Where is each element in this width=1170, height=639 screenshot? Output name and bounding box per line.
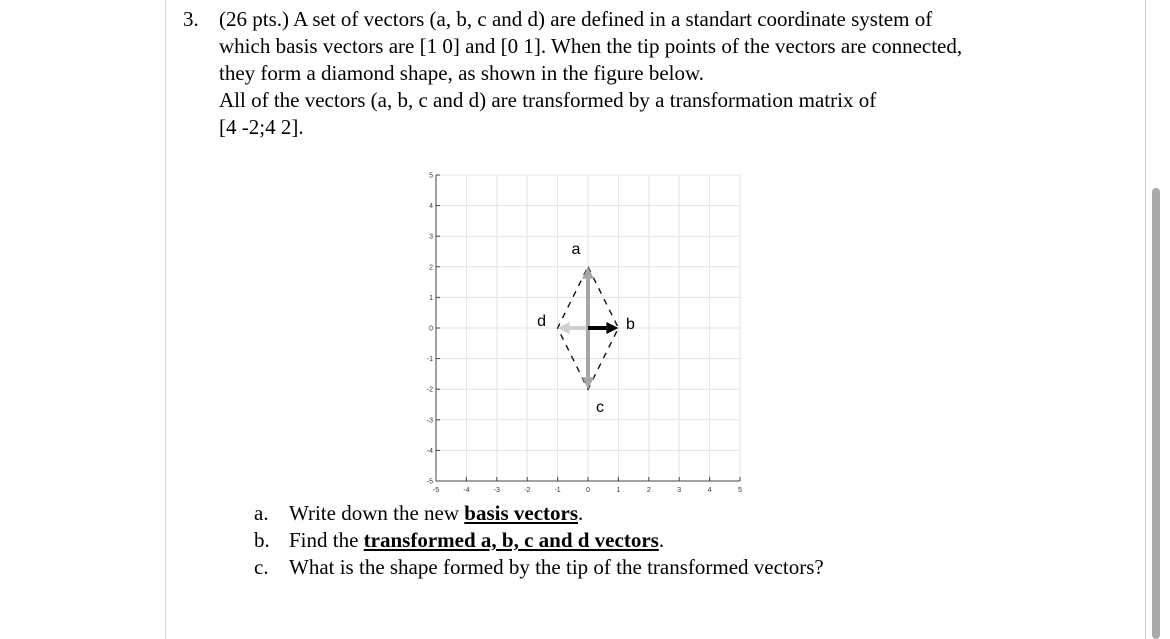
vector-a-arrowhead [582, 267, 594, 279]
y-tick-label: -5 [426, 478, 433, 486]
vector-b-label: b [625, 316, 635, 333]
subquestion-suffix: . [658, 528, 665, 552]
x-tick-label: -3 [493, 487, 500, 494]
subquestion-suffix: . [578, 501, 584, 525]
vector-d-label: d [537, 313, 547, 330]
y-tick-label: 2 [429, 264, 433, 272]
vector-c-label: c [596, 399, 604, 417]
x-tick-label: 3 [677, 487, 682, 494]
x-tick-label: 5 [738, 487, 742, 494]
vector-c-arrowhead [582, 377, 594, 389]
y-tick-label: 3 [429, 233, 433, 241]
subquestion-letter: c. [254, 555, 269, 579]
subquestion-emphasis: basis vectors [464, 501, 579, 525]
page-left-border [165, 0, 166, 639]
subquestion-b [254, 527, 664, 554]
y-tick-label: -2 [426, 386, 433, 394]
y-tick-label: -1 [426, 356, 433, 364]
subquestion-c [254, 554, 824, 581]
x-tick-label: 0 [586, 487, 590, 494]
x-tick-label: 2 [646, 487, 651, 494]
x-tick-label: -5 [432, 487, 440, 494]
x-tick-label: 1 [616, 487, 621, 494]
scrollbar[interactable] [1152, 188, 1160, 639]
question-line: which basis vectors are [1 0] and [0 1]. When the tip points of the vectors are connected, [219, 34, 963, 58]
question-line: (26 pts.) A set of vectors (a, b, c and d) are defined in a standart coordinate system of [219, 7, 933, 31]
x-tick-label: -1 [554, 487, 561, 494]
y-tick-label: 4 [429, 203, 433, 211]
question-text [219, 6, 1039, 141]
subquestion-letter: a. [254, 501, 269, 525]
question-number: 3. [183, 7, 199, 31]
subquestion-emphasis: transformed a, b, c and d vectors [363, 528, 659, 552]
y-tick-label: 1 [429, 294, 433, 302]
subquestion-text: What is the shape formed by the tip of the transformed vectors? [289, 555, 824, 579]
y-tick-label: -4 [426, 447, 433, 455]
subquestion-a [254, 500, 583, 527]
subquestion-text: Write down the new [289, 501, 465, 525]
question-line: All of the vectors (a, b, c and d) are transformed by a transformation matrix of [219, 88, 877, 112]
page-right-border [1145, 0, 1146, 639]
vector-plot [400, 165, 760, 495]
subquestion-letter: b. [254, 528, 270, 552]
vector-figure [400, 165, 760, 500]
x-tick-label: 4 [707, 487, 712, 494]
subquestion-text: Find the [289, 528, 364, 552]
y-tick-label: 5 [429, 172, 433, 180]
x-tick-label: -4 [463, 487, 470, 494]
y-tick-label: -3 [426, 417, 433, 425]
y-tick-label: 0 [429, 325, 433, 333]
x-tick-label: -2 [524, 487, 531, 494]
question-line: [4 -2;4 2]. [219, 115, 304, 139]
question-line: they form a diamond shape, as shown in the figure below. [219, 61, 705, 85]
vector-a-label: a [571, 240, 581, 258]
